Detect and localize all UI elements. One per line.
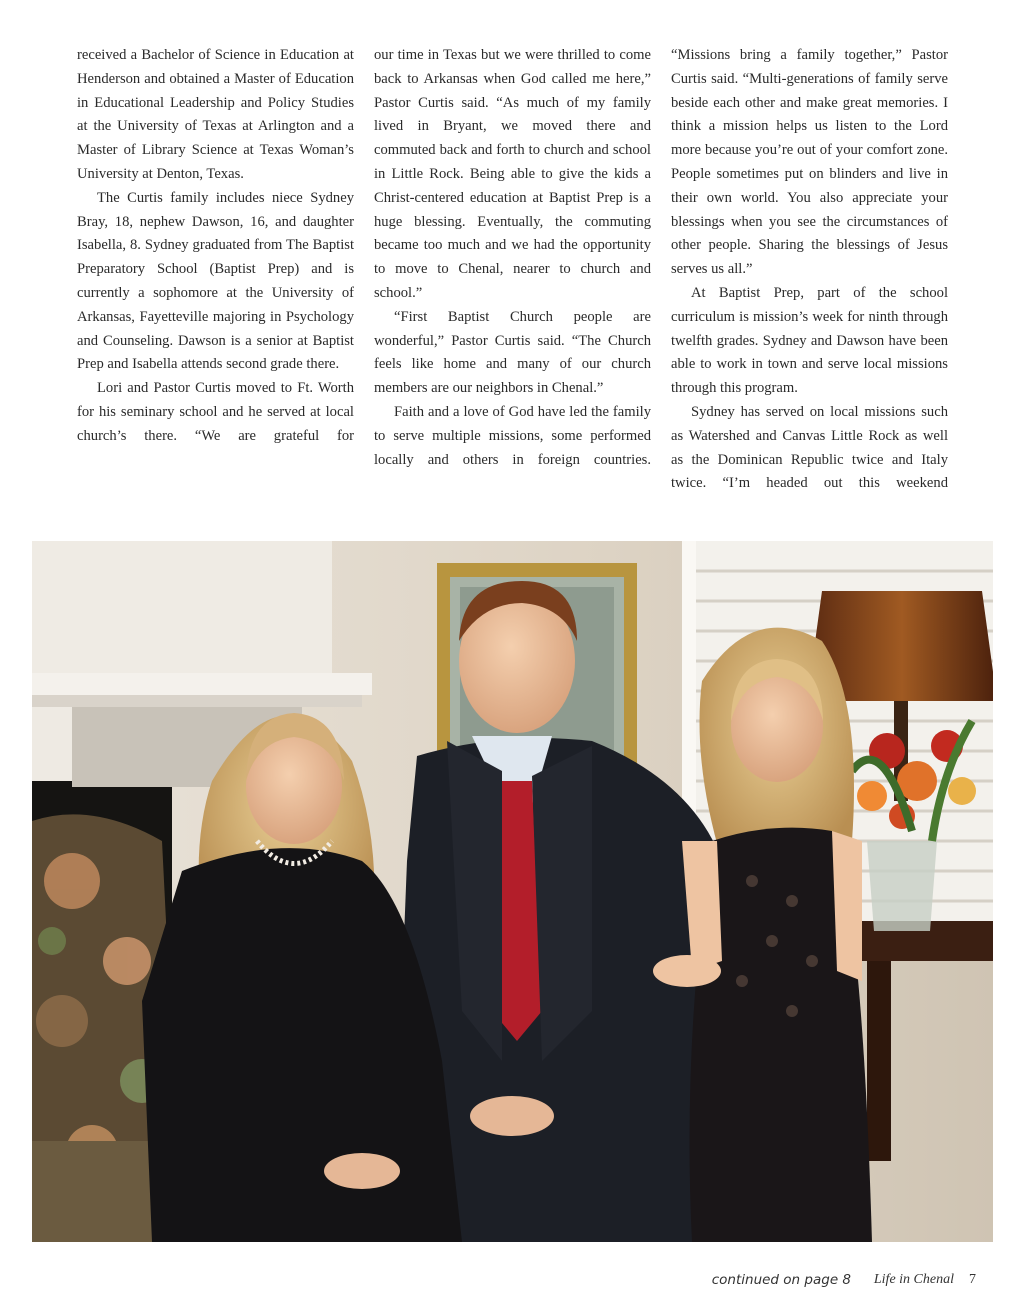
article-column-1 — [77, 44, 354, 504]
paragraph: At Baptist Prep, part of the school curriculum is mission’s week for ninth through twelfth grades. Sydney and Dawson have been able to work in town and serve local missions through this program. — [671, 284, 948, 397]
paragraph: received a Bachelor of Science in Education at Henderson and obtained a Master of Education in Educational Leadership and Policy Studies at the University of Texas at Arlington and a Master of Library Science at Texas Woman’s University at Denton, Texas. — [77, 47, 354, 182]
continued-note: continued on page 8 — [711, 1272, 851, 1288]
paragraph: The Curtis family includes niece Sydney Bray, 18, nephew Dawson, 16, and daughter Isabella, 8. Sydney graduated from The Baptist Preparatory School (Baptist Prep) and is currently a sophomore at the University of Arkansas, Fayetteville majoring in Psychology and Counseling. Dawson is a senior at Baptist Prep and Isabella attends second grade there. — [77, 189, 354, 373]
page-number: 7 — [969, 1272, 976, 1287]
paragraph: Faith and a love of God have led the family to serve multiple missions, some performed locally and others in foreign countries. — [374, 403, 651, 468]
article-body — [77, 44, 948, 504]
paragraph: Sydney has served on local missions such as Watershed and Canvas Little Rock as well as the Dominican Republic twice and Italy twice. “I’m headed out this weekend — [671, 403, 948, 492]
paragraph: “First Baptist Church people are wonderful,” Pastor Curtis said. “The Church feels like home and many of our church members are our neighbors in Chenal.” — [374, 308, 651, 397]
paragraph: “Missions bring a family together,” Pastor Curtis said. “Multi-generations of family serve beside each other and make great memories. I think a mission helps us listen to the Lord more because you’re out of your comfort zone. People sometimes put on blinders and live in their own world. You also appreciate your blessings when you see the circumstances of other people. Sharing the blessings of Jesus serves us all.” — [671, 47, 948, 278]
family-portrait-photo — [32, 541, 993, 1242]
page-footer — [0, 1272, 1024, 1296]
article-column-2 — [374, 44, 651, 504]
magazine-name: Life in Chenal — [873, 1272, 954, 1287]
article-column-3 — [671, 44, 948, 504]
paragraph: Lori and Pastor Curtis moved to Ft. Worth for his seminary school and he served at local church’s there. “We are grateful for — [77, 380, 354, 444]
paragraph: our time in Texas but we were thrilled to come back to Arkansas when God called me here,” Pastor Curtis said. “As much of my family lived in Bryant, we moved there and commuted back and forth to church and school in Little Rock. Being able to give the kids a Christ-centered education at Baptist Prep is a huge blessing. Eventually, the commuting became too much and we had the opportunity to move to Chenal, nearer to church and school.” — [374, 47, 651, 301]
